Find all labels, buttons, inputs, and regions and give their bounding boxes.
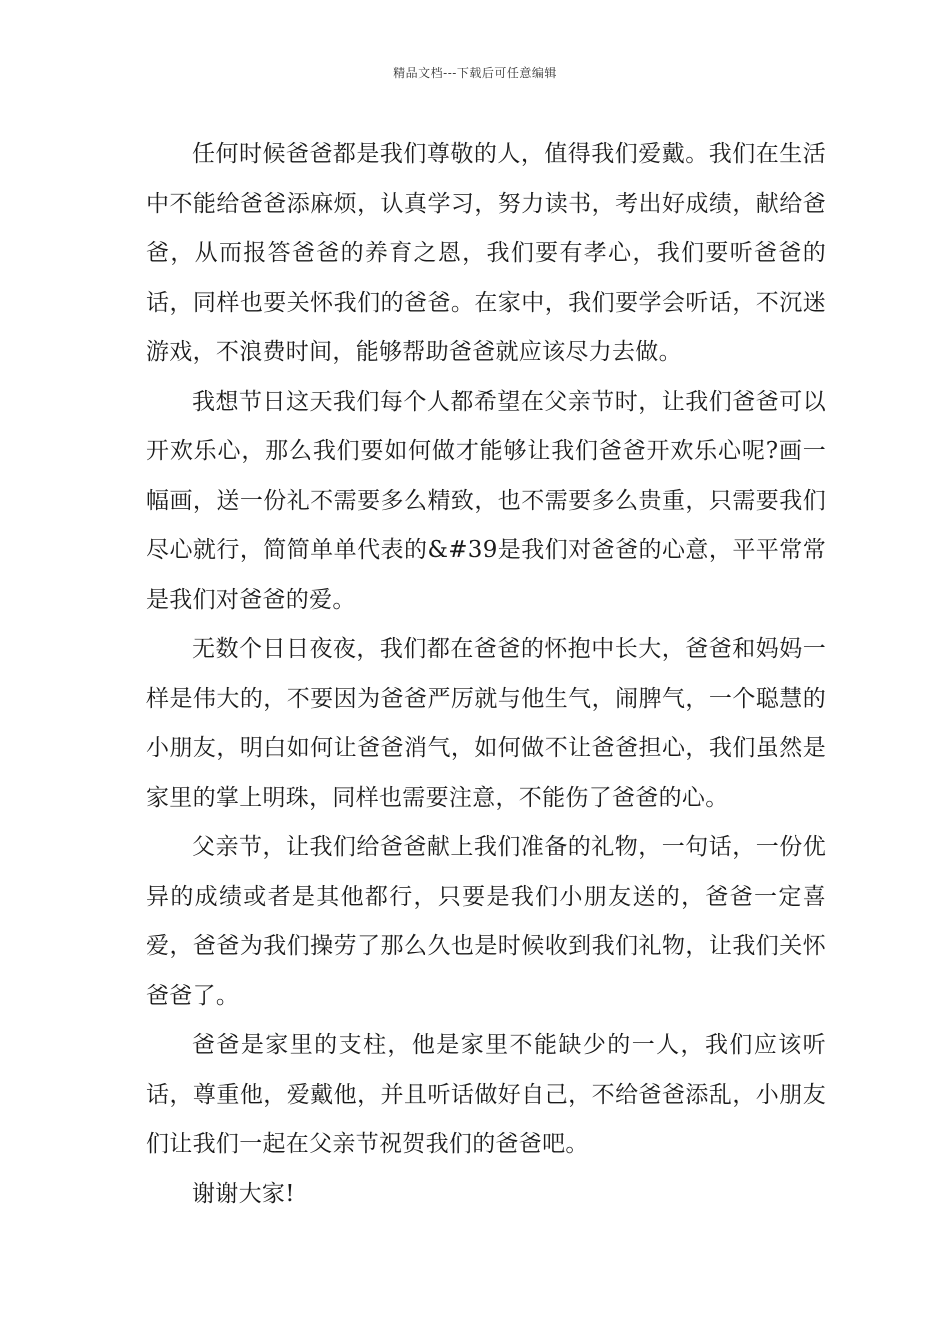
- paragraph-4: 父亲节，让我们给爸爸献上我们准备的礼物，一句话，一份优异的成绩或者是其他都行，只要是我们小朋友送的，爸爸一定喜爱，爸爸为我们操劳了那么久也是时候收到我们礼物，让我们关怀爸爸了。: [146, 834, 826, 1009]
- closing-line: 谢谢大家!: [192, 1180, 295, 1207]
- document-body: [146, 130, 826, 1219]
- paragraph-2: 我想节日这天我们每个人都希望在父亲节时，让我们爸爸可以开欢乐心，那么我们要如何做才能够让我们爸爸开欢乐心呢?画一幅画，送一份礼不需要多么精致，也不需要多么贵重，只需要我们尽心就行，简简单单代表的&#39是我们对爸爸的心意，平平常常是我们对爸爸的爱。: [146, 388, 826, 613]
- page-header: 精品文档---下载后可任意编辑: [393, 66, 557, 80]
- paragraph-3: 无数个日日夜夜，我们都在爸爸的怀抱中长大，爸爸和妈妈一样是伟大的，不要因为爸爸严厉就与他生气，闹脾气，一个聪慧的小朋友，明白如何让爸爸消气，如何做不让爸爸担心，我们虽然是家里的掌上明珠，同样也需要注意，不能伤了爸爸的心。: [146, 636, 826, 811]
- paragraph-5: 爸爸是家里的支柱，他是家里不能缺少的一人，我们应该听话，尊重他，爱戴他，并且听话做好自己，不给爸爸添乱，小朋友们让我们一起在父亲节祝贺我们的爸爸吧。: [146, 1032, 826, 1157]
- paragraph-1: 任何时候爸爸都是我们尊敬的人，值得我们爱戴。我们在生活中不能给爸爸添麻烦，认真学习，努力读书，考出好成绩，献给爸爸，从而报答爸爸的养育之恩，我们要有孝心，我们要听爸爸的话，同样也要关怀我们的爸爸。在家中，我们要学会听话，不沉迷游戏，不浪费时间，能够帮助爸爸就应该尽力去做。: [146, 141, 826, 365]
